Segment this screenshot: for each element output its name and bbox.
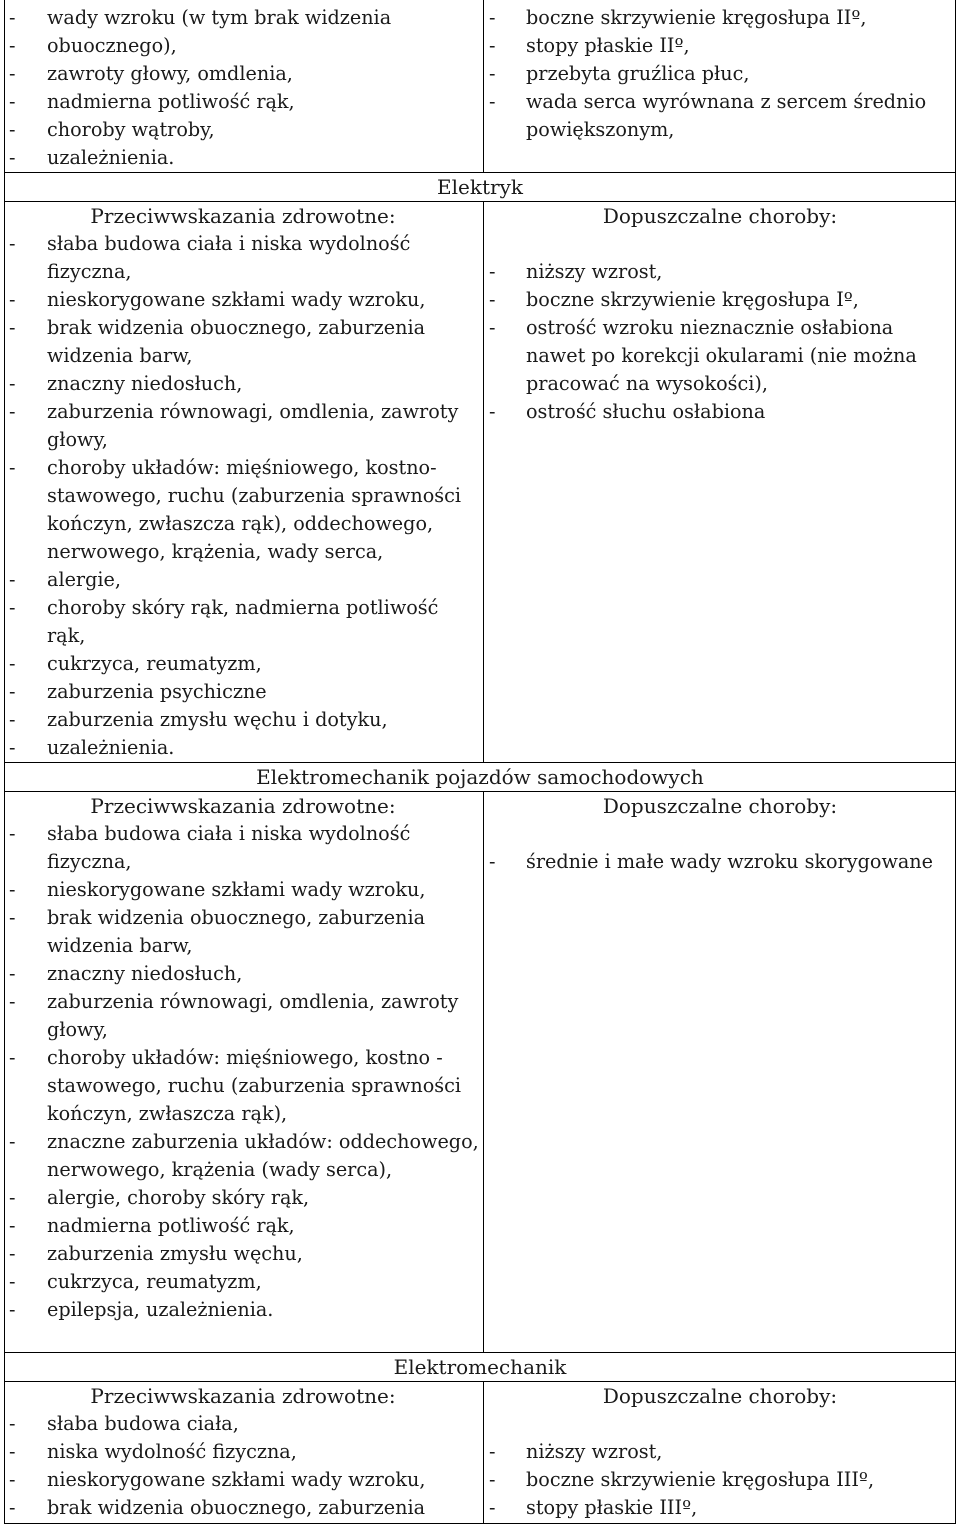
list-item: - znaczny niedosłuch, bbox=[9, 962, 243, 985]
list-item: - słaba budowa ciała i niska wydolność fizyczna, bbox=[9, 822, 411, 873]
list-item: - niska wydolność fizyczna, bbox=[9, 1440, 297, 1463]
list-item: - uzależnienia. bbox=[9, 736, 175, 759]
list-item: - alergie, bbox=[9, 568, 121, 591]
section-title-elektromechanik-pojazdow: Elektromechanik pojazdów samochodowych bbox=[256, 765, 704, 789]
allowed-diseases-list bbox=[486, 848, 956, 876]
allowed-diseases-heading: Dopuszczalne choroby: bbox=[602, 1384, 838, 1408]
list-item: - zaburzenia równowagi, omdlenia, zawroty głowy, bbox=[9, 990, 459, 1041]
list-item: - zaburzenia równowagi, omdlenia, zawroty głowy, bbox=[9, 400, 459, 451]
list-item: - boczne skrzywienie kręgosłupa IIIº, bbox=[489, 1468, 875, 1491]
list-item: - alergie, choroby skóry rąk, bbox=[9, 1186, 310, 1209]
column-divider bbox=[483, 201, 484, 762]
list-item: - brak widzenia obuocznego, zaburzenia widzenia barw, bbox=[9, 906, 426, 957]
top-left-list bbox=[5, 4, 481, 172]
list-item: - cukrzyca, reumatyzm, bbox=[9, 652, 262, 675]
contraindications-list bbox=[5, 1410, 481, 1522]
list-item: - ostrość słuchu osłabiona bbox=[489, 400, 766, 423]
list-item: - choroby układów: mięśniowego, kostno-stawowego, ruchu (zaburzenia sprawności kończyn, zwłaszcza rąk), oddechowego, nerwowego, krążenia, wady serca, bbox=[9, 456, 462, 563]
allowed-diseases-list bbox=[486, 1438, 956, 1522]
contraindications-heading: Przeciwwskazania zdrowotne: bbox=[90, 794, 396, 818]
list-item: - obuocznego), bbox=[9, 34, 177, 57]
list-item: - nieskorygowane szkłami wady wzroku, bbox=[9, 1468, 426, 1491]
list-item: - nieskorygowane szkłami wady wzroku, bbox=[9, 878, 426, 901]
section-title-elektryk: Elektryk bbox=[437, 175, 523, 199]
list-item: - choroby układów: mięśniowego, kostno - stawowego, ruchu (zaburzenia sprawności kończyn, zwłaszcza rąk), bbox=[9, 1046, 462, 1125]
list-item: - choroby wątroby, bbox=[9, 118, 215, 141]
list-item: - uzależnienia. bbox=[9, 146, 175, 169]
allowed-diseases-list bbox=[486, 258, 956, 426]
allowed-diseases-heading: Dopuszczalne choroby: bbox=[602, 204, 838, 228]
contraindications-heading: Przeciwwskazania zdrowotne: bbox=[90, 204, 396, 228]
column-divider bbox=[483, 1381, 484, 1524]
list-item: - przebyta gruźlica płuc, bbox=[489, 62, 750, 85]
list-item: - znaczne zaburzenia układów: oddechowego, nerwowego, krążenia (wady serca), bbox=[9, 1130, 479, 1181]
list-item: - niższy wzrost, bbox=[489, 260, 663, 283]
list-item: - nadmierna potliwość rąk, bbox=[9, 1214, 295, 1237]
list-item: - cukrzyca, reumatyzm, bbox=[9, 1270, 262, 1293]
list-item: - choroby skóry rąk, nadmierna potliwość rąk, bbox=[9, 596, 439, 647]
column-divider bbox=[483, 791, 484, 1352]
list-item: - wady wzroku (w tym brak widzenia bbox=[9, 6, 392, 29]
list-item: - stopy płaskie IIº, bbox=[489, 34, 690, 57]
list-item: - zaburzenia zmysłu węchu i dotyku, bbox=[9, 708, 388, 731]
list-item: - wada serca wyrównana z sercem średnio powiększonym, bbox=[489, 90, 927, 141]
list-item: - zaburzenia psychiczne bbox=[9, 680, 267, 703]
contraindications-list bbox=[5, 230, 481, 762]
list-item: - boczne skrzywienie kręgosłupa Iº, bbox=[489, 288, 859, 311]
list-item: - nieskorygowane szkłami wady wzroku, bbox=[9, 288, 426, 311]
list-item: - zaburzenia zmysłu węchu, bbox=[9, 1242, 303, 1265]
list-item: - ostrość wzroku nieznacznie osłabiona nawet po korekcji okularami (nie można pracować na wysokości), bbox=[489, 316, 917, 395]
list-item: - brak widzenia obuocznego, zaburzenia bbox=[9, 1496, 426, 1519]
list-item: - średnie i małe wady wzroku skorygowane bbox=[489, 850, 934, 873]
contraindications-list bbox=[5, 820, 481, 1324]
list-item: - słaba budowa ciała i niska wydolność fizyczna, bbox=[9, 232, 411, 283]
contraindications-heading: Przeciwwskazania zdrowotne: bbox=[90, 1384, 396, 1408]
column-divider bbox=[483, 0, 484, 172]
allowed-diseases-heading: Dopuszczalne choroby: bbox=[602, 794, 838, 818]
list-item: - epilepsja, uzależnienia. bbox=[9, 1298, 274, 1321]
list-item: - stopy płaskie IIIº, bbox=[489, 1496, 698, 1519]
document-table bbox=[4, 0, 956, 1524]
top-right-list bbox=[486, 4, 956, 144]
list-item: - nadmierna potliwość rąk, bbox=[9, 90, 295, 113]
list-item: - słaba budowa ciała, bbox=[9, 1412, 239, 1435]
list-item: - niższy wzrost, bbox=[489, 1440, 663, 1463]
list-item: - boczne skrzywienie kręgosłupa IIº, bbox=[489, 6, 867, 29]
list-item: - znaczny niedosłuch, bbox=[9, 372, 243, 395]
section-title-elektromechanik: Elektromechanik bbox=[393, 1355, 567, 1379]
list-item: - brak widzenia obuocznego, zaburzenia widzenia barw, bbox=[9, 316, 426, 367]
list-item: - zawroty głowy, omdlenia, bbox=[9, 62, 293, 85]
